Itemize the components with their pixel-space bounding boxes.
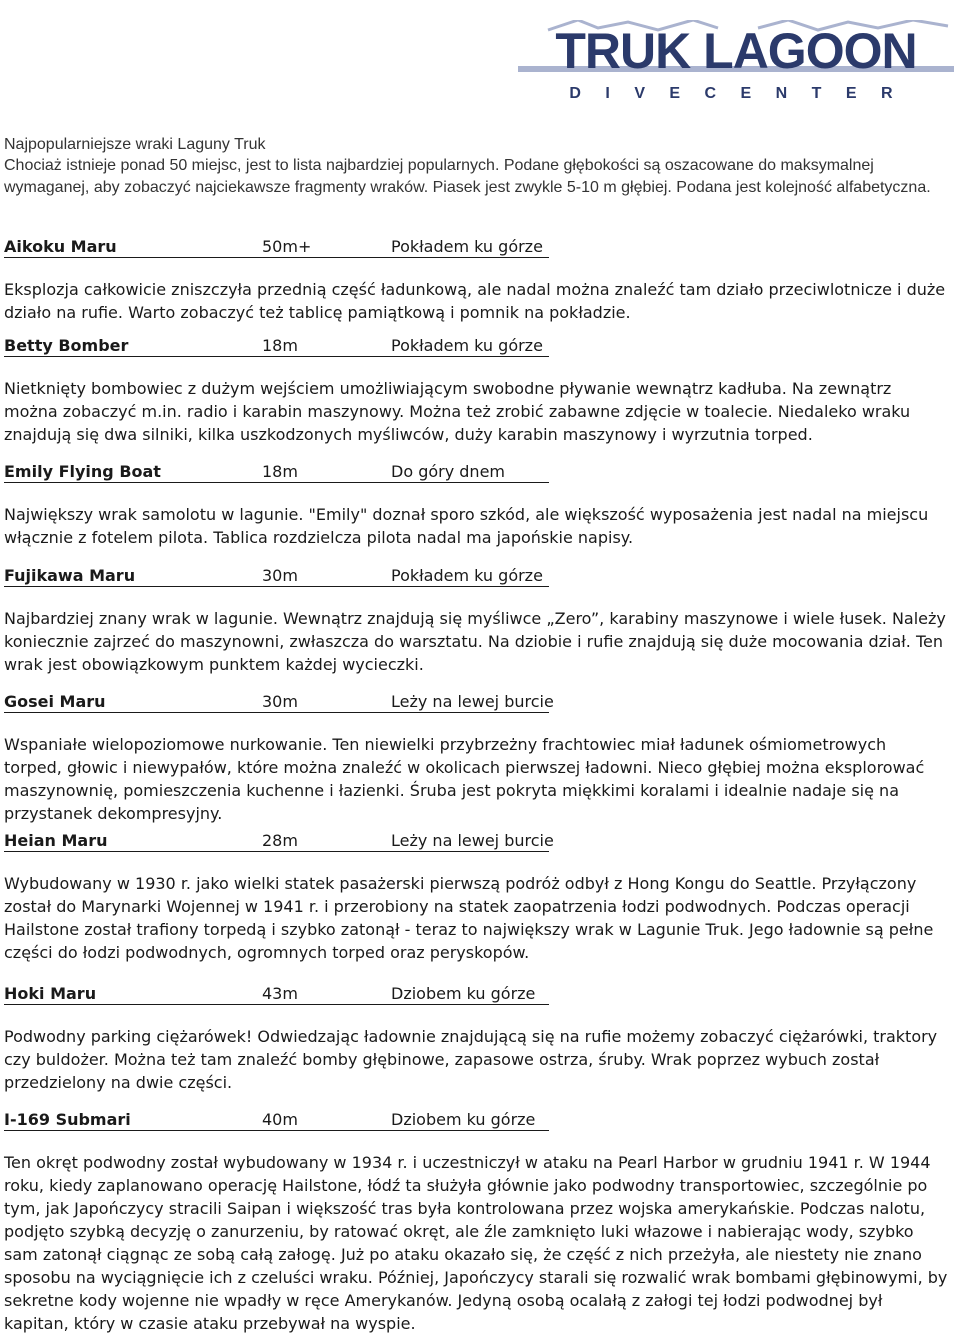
wreck-description: Wspaniałe wielopoziomowe nurkowanie. Ten niewielki przybrzeżny frachtowiec miał ładunek ośmiometrowych torped, głowic i niewypałów, które można znaleźć w okolicach pierwszej ładowni. Nieco głębiej można eksplorować maszynownię, pomieszczenia kuchenne i łazienki. Śruba jest pokryta miękkimi koralami i idealnie nadaje się na przystanek dekompresyjny.: [4, 735, 925, 823]
wreck-depth: 43m: [262, 984, 298, 1003]
wreck-section: [4, 566, 949, 676]
wreck-depth: 28m: [262, 831, 298, 850]
wreck-header: [4, 692, 949, 714]
wreck-header: [4, 336, 949, 358]
wreck-position: Pokładem ku górze: [391, 237, 543, 256]
wreck-description: Największy wrak samolotu w lagunie. "Emily" doznał sporo szkód, ale większość wyposażenia jest nadal na miejscu włącznie z fotelem pilota. Tablica rozdzielcza pilota nadal ma japońskie napisy.: [4, 505, 929, 547]
wreck-description: Ten okręt podwodny został wybudowany w 1934 r. i uczestniczył w ataku na Pearl Harbor w grudniu 1941 r. W 1944 roku, kiedy zaplanowano operację Hailstone, łódź ta służyła głównie jako podwodny transportowiec, szczególnie po tym, jak Japończycy stracili Saipan i większość tras była kontrolowana przez wojska amerykańskie. Podczas nalotu, podjęto szybką decyzję o zanurzeniu, by ratować okręt, ale źle zamknięto luki włazowe i nabierając wody, szybko sam zatonął ciągnąc ze sobą całą załogę. Już po ataku okazało się, że część z nich przeżyła, ale niestety nie znano sposobu na wyciągnięcie ich z czeluści wraku. Później, Japończycy starali się rozwalić wrak bombami głębinowymi, by sekretne kody wojenne nie wpadły w ręce Amerykanów. Jedyną osobą ocalałą z załogi tej łodzi podwodnej był kapitan, który w czasie ataku przebywał na wyspie.: [4, 1153, 948, 1333]
wreck-position: Leży na lewej burcie: [391, 692, 554, 711]
wreck-name: Aikoku Maru: [4, 237, 117, 256]
wreck-name: Heian Maru: [4, 831, 108, 850]
wreck-description: Wybudowany w 1930 r. jako wielki statek pasażerski pierwszą podróż odbył z Hong Kongu do Seattle. Przyłączony został do Marynarki Wojennej w 1941 r. i przerobiony na statek zaopatrzenia łodzi podwodnych. Podczas operacji Hailstone został trafiony torpedą i szybko zatonął - teraz to największy wrak w Lagunie Truk. Jego ładownie są pełne części do łodzi podwodnych, ogromnych torped oraz peryskopów.: [4, 874, 934, 962]
wreck-header: [4, 1110, 949, 1132]
wreck-section: [4, 984, 949, 1094]
wreck-description: Eksplozja całkowicie zniszczyła przednią część ładunkową, ale nadal można znaleźć tam działo przeciwlotnicze i duże działo na rufie. Warto zobaczyć też tablicę pamiątkową i pomnik na pokładzie.: [4, 280, 946, 322]
wreck-section: [4, 237, 949, 324]
intro: [4, 134, 949, 198]
wreck-position: Pokładem ku górze: [391, 566, 543, 585]
wreck-name: I-169 Submari: [4, 1110, 131, 1129]
wreck-depth: 40m: [262, 1110, 298, 1129]
wreck-depth: 18m: [262, 336, 298, 355]
wreck-position: Pokładem ku górze: [391, 336, 543, 355]
wreck-depth: 30m: [262, 566, 298, 585]
wreck-position: Dziobem ku górze: [391, 984, 536, 1003]
wreck-header: [4, 566, 949, 588]
wreck-section: [4, 336, 949, 446]
wreck-position: Do góry dnem: [391, 462, 505, 481]
wreck-section: [4, 692, 949, 825]
intro-title: Najpopularniejsze wraki Laguny Truk: [4, 136, 266, 153]
logo-sub-text: D I V E C E N T E R: [569, 85, 903, 102]
truk-lagoon-logo: [518, 20, 954, 104]
wreck-name: Hoki Maru: [4, 984, 97, 1003]
intro-text: Chociaż istnieje ponad 50 miejsc, jest to lista najbardziej popularnych. Podane głębokości są oszacowane do maksymalnej wymaganej, aby zobaczyć najciekawsze fragmenty wraków. Piasek jest zwykle 5-10 m głębiej. Podana jest kolejność alfabetyczna.: [4, 157, 931, 196]
wreck-depth: 18m: [262, 462, 298, 481]
wreck-description: Podwodny parking ciężarówek! Odwiedzając ładownie znajdującą się na rufie możemy zobaczyć ciężarówki, traktory czy buldożer. Można też tam znaleźć bomby głębinowe, zapasowe ostrza, śruby. Wrak poprzez wybuch został przedzielony na dwie części.: [4, 1027, 938, 1092]
wreck-header: [4, 237, 949, 259]
wreck-depth: 30m: [262, 692, 298, 711]
wreck-description: Nietknięty bombowiec z dużym wejściem umożliwiającym swobodne pływanie wewnątrz kadłuba. Na zewnątrz można zobaczyć m.in. radio i karabin maszynowy. Można też zrobić zabawne zdjęcie w toalecie. Niedaleko wraku znajdują się dwa silniki, kilka uszkodzonych myśliwców, duży karabin maszynowy i wyrzutnia torped.: [4, 379, 911, 444]
wreck-section: [4, 462, 949, 549]
wreck-name: Betty Bomber: [4, 336, 129, 355]
wreck-header: [4, 831, 949, 853]
wreck-position: Dziobem ku górze: [391, 1110, 536, 1129]
wreck-section: [4, 831, 949, 964]
wreck-position: Leży na lewej burcie: [391, 831, 554, 850]
wreck-name: Fujikawa Maru: [4, 566, 136, 585]
wreck-name: Emily Flying Boat: [4, 462, 161, 481]
wreck-name: Gosei Maru: [4, 692, 106, 711]
wreck-depth: 50m+: [262, 237, 312, 256]
logo-main-text: TRUK LAGOON: [555, 23, 917, 79]
wreck-description: Najbardziej znany wrak w lagunie. Wewnątrz znajdują się myśliwce „Zero”, karabiny maszynowe i wiele łusek. Należy koniecznie zajrzeć do maszynowni, zwłaszcza do warsztatu. Na dziobie i rufie znajdują się duże mocowania dział. Ten wrak jest obowiązkowym punktem każdej wycieczki.: [4, 609, 946, 674]
wreck-header: [4, 984, 949, 1006]
wreck-header: [4, 462, 949, 484]
wreck-section: [4, 1110, 949, 1335]
